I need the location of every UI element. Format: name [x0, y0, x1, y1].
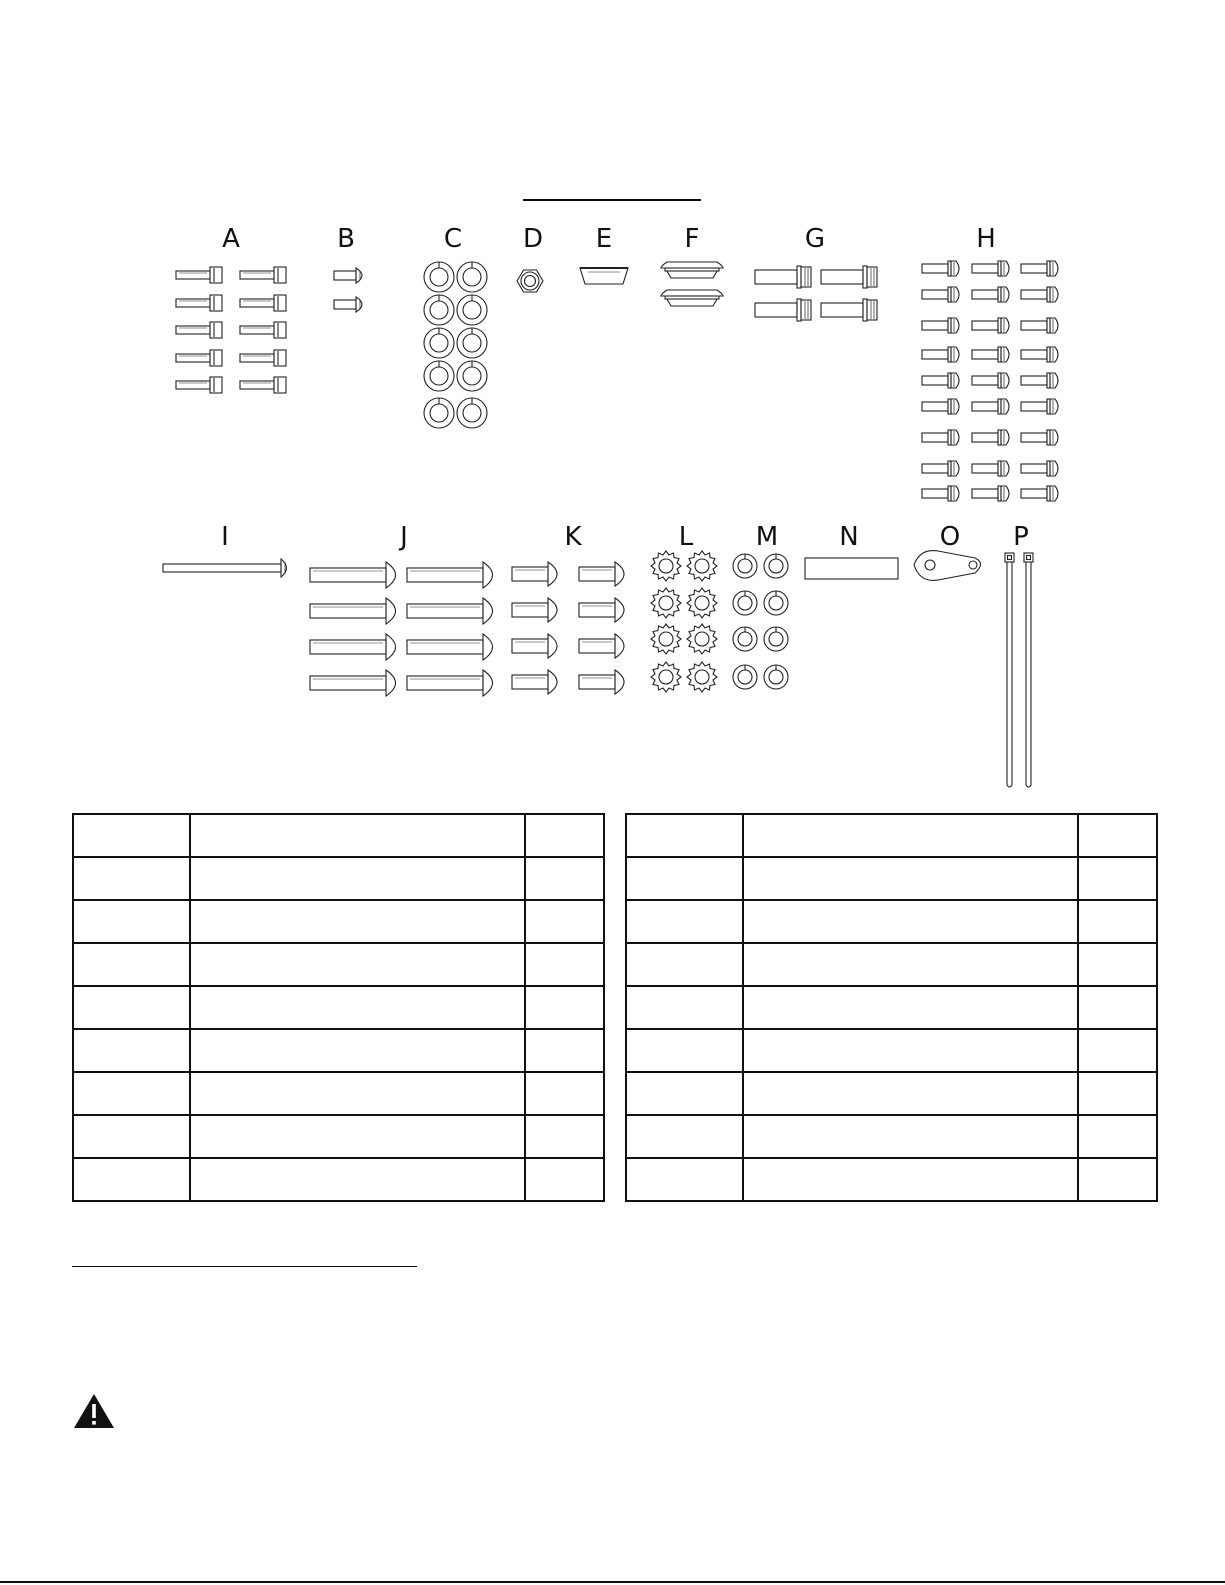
left-table-cell: [525, 1072, 604, 1115]
part-label-a: A: [222, 224, 240, 254]
part-label-c: C: [443, 224, 463, 254]
part-l-star-washer: [687, 662, 717, 692]
part-h-screw: [1021, 318, 1058, 333]
part-k-bolt: [579, 598, 624, 622]
part-a-screw: [176, 322, 222, 338]
part-m-lock-washer: [764, 665, 788, 689]
part-a-screw: [240, 267, 286, 283]
part-label-g: G: [804, 224, 826, 254]
left-table-cell: [190, 900, 525, 943]
part-k-bolt: [512, 598, 557, 622]
right-table-cell: [1078, 986, 1157, 1029]
part-j-bolt: [310, 634, 396, 660]
right-table-cell: [743, 1115, 1078, 1158]
part-g-flange-bolt: [755, 266, 811, 288]
parts-table-right: [625, 813, 1158, 1202]
part-label-n: N: [839, 522, 859, 552]
part-h-screw: [1021, 461, 1058, 476]
part-h-screw: [972, 261, 1009, 276]
left-table-cell: [73, 1115, 190, 1158]
left-table-cell: [190, 814, 525, 857]
part-l-star-washer: [651, 551, 681, 581]
part-c-lock-washer: [457, 295, 487, 325]
right-table-cell: [743, 986, 1078, 1029]
part-h-screw: [1021, 261, 1058, 276]
part-h-screw: [972, 373, 1009, 388]
part-h-screw: [1021, 399, 1058, 414]
part-m-lock-washer: [733, 591, 757, 615]
part-h-screw: [1021, 430, 1058, 445]
left-table-cell: [525, 1115, 604, 1158]
page-footer-rule: [0, 1581, 1225, 1583]
left-table-cell: [73, 1029, 190, 1072]
right-table-cell: [743, 943, 1078, 986]
right-table-cell: [743, 814, 1078, 857]
parts-table-left: [72, 813, 605, 1202]
right-table-cell: [626, 1115, 743, 1158]
left-table-cell: [190, 1029, 525, 1072]
left-table-cell: [190, 1115, 525, 1158]
part-label-i: I: [221, 522, 229, 552]
part-label-p: P: [1013, 522, 1029, 552]
part-i-long-screw: [163, 559, 287, 577]
part-c-lock-washer: [457, 262, 487, 292]
right-table-cell: [626, 900, 743, 943]
left-table-cell: [525, 1158, 604, 1201]
right-table-cell: [1078, 857, 1157, 900]
table-row: [626, 1072, 1157, 1115]
table-row: [73, 986, 604, 1029]
part-d-hex-nut: [517, 270, 543, 292]
left-table-cell: [190, 1072, 525, 1115]
right-table-cell: [1078, 1072, 1157, 1115]
right-table-cell: [1078, 1158, 1157, 1201]
left-table-cell: [73, 900, 190, 943]
left-table-cell: [525, 986, 604, 1029]
right-table-cell: [626, 1029, 743, 1072]
right-table-cell: [626, 857, 743, 900]
right-table-cell: [743, 1029, 1078, 1072]
table-row: [626, 900, 1157, 943]
part-c-lock-washer: [457, 398, 487, 428]
part-b-screw: [334, 268, 362, 283]
part-p-cable-tie: [1005, 553, 1014, 787]
table-row: [73, 1115, 604, 1158]
part-h-screw: [922, 287, 959, 302]
right-table-cell: [743, 900, 1078, 943]
part-g-flange-bolt: [821, 266, 877, 288]
right-table-cell: [1078, 1115, 1157, 1158]
part-a-screw: [240, 377, 286, 393]
part-h-screw: [972, 486, 1009, 501]
part-h-screw: [922, 399, 959, 414]
part-l-star-washer: [651, 662, 681, 692]
part-a-screw: [176, 295, 222, 311]
part-h-screw: [1021, 287, 1058, 302]
part-m-lock-washer: [764, 627, 788, 651]
part-k-bolt: [579, 562, 624, 586]
left-table-cell: [73, 814, 190, 857]
notes-heading-underline: [72, 1266, 417, 1267]
part-b-screw: [334, 297, 362, 312]
part-label-m: M: [755, 522, 779, 552]
part-l-star-washer: [651, 624, 681, 654]
part-label-h: H: [976, 224, 996, 254]
part-g-flange-bolt: [755, 299, 811, 321]
part-label-l: L: [678, 522, 694, 552]
table-row: [626, 986, 1157, 1029]
part-e-plug: [580, 268, 628, 284]
right-table-cell: [1078, 900, 1157, 943]
part-o-link-plate: [914, 551, 981, 581]
part-j-bolt: [310, 562, 396, 588]
left-table-cell: [190, 943, 525, 986]
left-table-cell: [73, 986, 190, 1029]
part-f-grommet: [661, 290, 723, 306]
part-a-screw: [176, 350, 222, 366]
part-h-screw: [972, 347, 1009, 362]
part-l-star-washer: [687, 624, 717, 654]
part-h-screw: [922, 486, 959, 501]
left-table-cell: [73, 1158, 190, 1201]
part-h-screw: [972, 461, 1009, 476]
part-j-bolt: [407, 598, 493, 624]
part-c-lock-washer: [424, 328, 454, 358]
right-table-cell: [1078, 814, 1157, 857]
left-table-cell: [525, 814, 604, 857]
table-row: [73, 943, 604, 986]
part-a-screw: [240, 350, 286, 366]
part-h-screw: [922, 347, 959, 362]
part-label-o: O: [939, 522, 961, 552]
part-h-screw: [922, 461, 959, 476]
part-c-lock-washer: [457, 361, 487, 391]
right-table-cell: [626, 814, 743, 857]
part-label-f: F: [684, 224, 700, 254]
right-table-cell: [743, 857, 1078, 900]
part-l-star-washer: [651, 588, 681, 618]
left-table-cell: [190, 986, 525, 1029]
part-k-bolt: [512, 562, 557, 586]
right-table-cell: [743, 1072, 1078, 1115]
left-table-cell: [73, 857, 190, 900]
part-h-screw: [972, 287, 1009, 302]
part-h-screw: [972, 430, 1009, 445]
part-m-lock-washer: [764, 554, 788, 578]
part-c-lock-washer: [457, 328, 487, 358]
warning-triangle-icon: [73, 1393, 115, 1429]
part-a-screw: [240, 295, 286, 311]
part-g-flange-bolt: [821, 299, 877, 321]
part-c-lock-washer: [424, 361, 454, 391]
table-row: [626, 943, 1157, 986]
part-k-bolt: [512, 670, 557, 694]
table-row: [626, 1115, 1157, 1158]
table-row: [73, 900, 604, 943]
left-table-cell: [73, 943, 190, 986]
part-k-bolt: [512, 634, 557, 658]
part-j-bolt: [407, 634, 493, 660]
part-a-screw: [176, 377, 222, 393]
part-m-lock-washer: [733, 627, 757, 651]
table-row: [73, 1158, 604, 1201]
part-a-screw: [240, 322, 286, 338]
part-h-screw: [1021, 486, 1058, 501]
right-table-cell: [626, 1072, 743, 1115]
part-c-lock-washer: [424, 398, 454, 428]
part-c-lock-washer: [424, 295, 454, 325]
right-table-cell: [1078, 1029, 1157, 1072]
part-h-screw: [1021, 373, 1058, 388]
left-table-cell: [190, 857, 525, 900]
part-label-e: E: [595, 224, 613, 254]
part-l-star-washer: [687, 551, 717, 581]
part-f-grommet: [661, 262, 723, 278]
table-row: [626, 1158, 1157, 1201]
left-table-cell: [525, 900, 604, 943]
left-table-cell: [525, 1029, 604, 1072]
table-row: [73, 1072, 604, 1115]
table-row: [626, 1029, 1157, 1072]
part-m-lock-washer: [764, 591, 788, 615]
table-row: [73, 1029, 604, 1072]
table-row: [626, 814, 1157, 857]
part-j-bolt: [310, 670, 396, 696]
part-h-screw: [972, 318, 1009, 333]
part-j-bolt: [310, 598, 396, 624]
right-table-cell: [626, 986, 743, 1029]
right-table-cell: [1078, 943, 1157, 986]
part-m-lock-washer: [733, 665, 757, 689]
left-table-cell: [525, 857, 604, 900]
part-h-screw: [922, 430, 959, 445]
part-c-lock-washer: [424, 262, 454, 292]
part-j-bolt: [407, 670, 493, 696]
left-table-cell: [73, 1072, 190, 1115]
part-l-star-washer: [687, 588, 717, 618]
part-label-b: B: [337, 224, 355, 254]
left-table-cell: [525, 943, 604, 986]
left-table-cell: [190, 1158, 525, 1201]
part-h-screw: [922, 261, 959, 276]
part-j-bolt: [407, 562, 493, 588]
part-k-bolt: [579, 670, 624, 694]
table-row: [626, 857, 1157, 900]
part-h-screw: [1021, 347, 1058, 362]
part-label-d: D: [522, 224, 544, 254]
part-p-cable-tie: [1024, 553, 1033, 787]
part-a-screw: [176, 267, 222, 283]
part-m-lock-washer: [733, 554, 757, 578]
table-row: [73, 857, 604, 900]
part-h-screw: [922, 318, 959, 333]
table-row: [73, 814, 604, 857]
part-h-screw: [972, 399, 1009, 414]
part-k-bolt: [579, 634, 624, 658]
part-h-screw: [922, 373, 959, 388]
part-label-k: K: [564, 522, 582, 552]
part-label-j: J: [400, 522, 408, 552]
part-n-spacer-bar: [805, 558, 898, 579]
right-table-cell: [626, 943, 743, 986]
right-table-cell: [626, 1158, 743, 1201]
right-table-cell: [743, 1158, 1078, 1201]
